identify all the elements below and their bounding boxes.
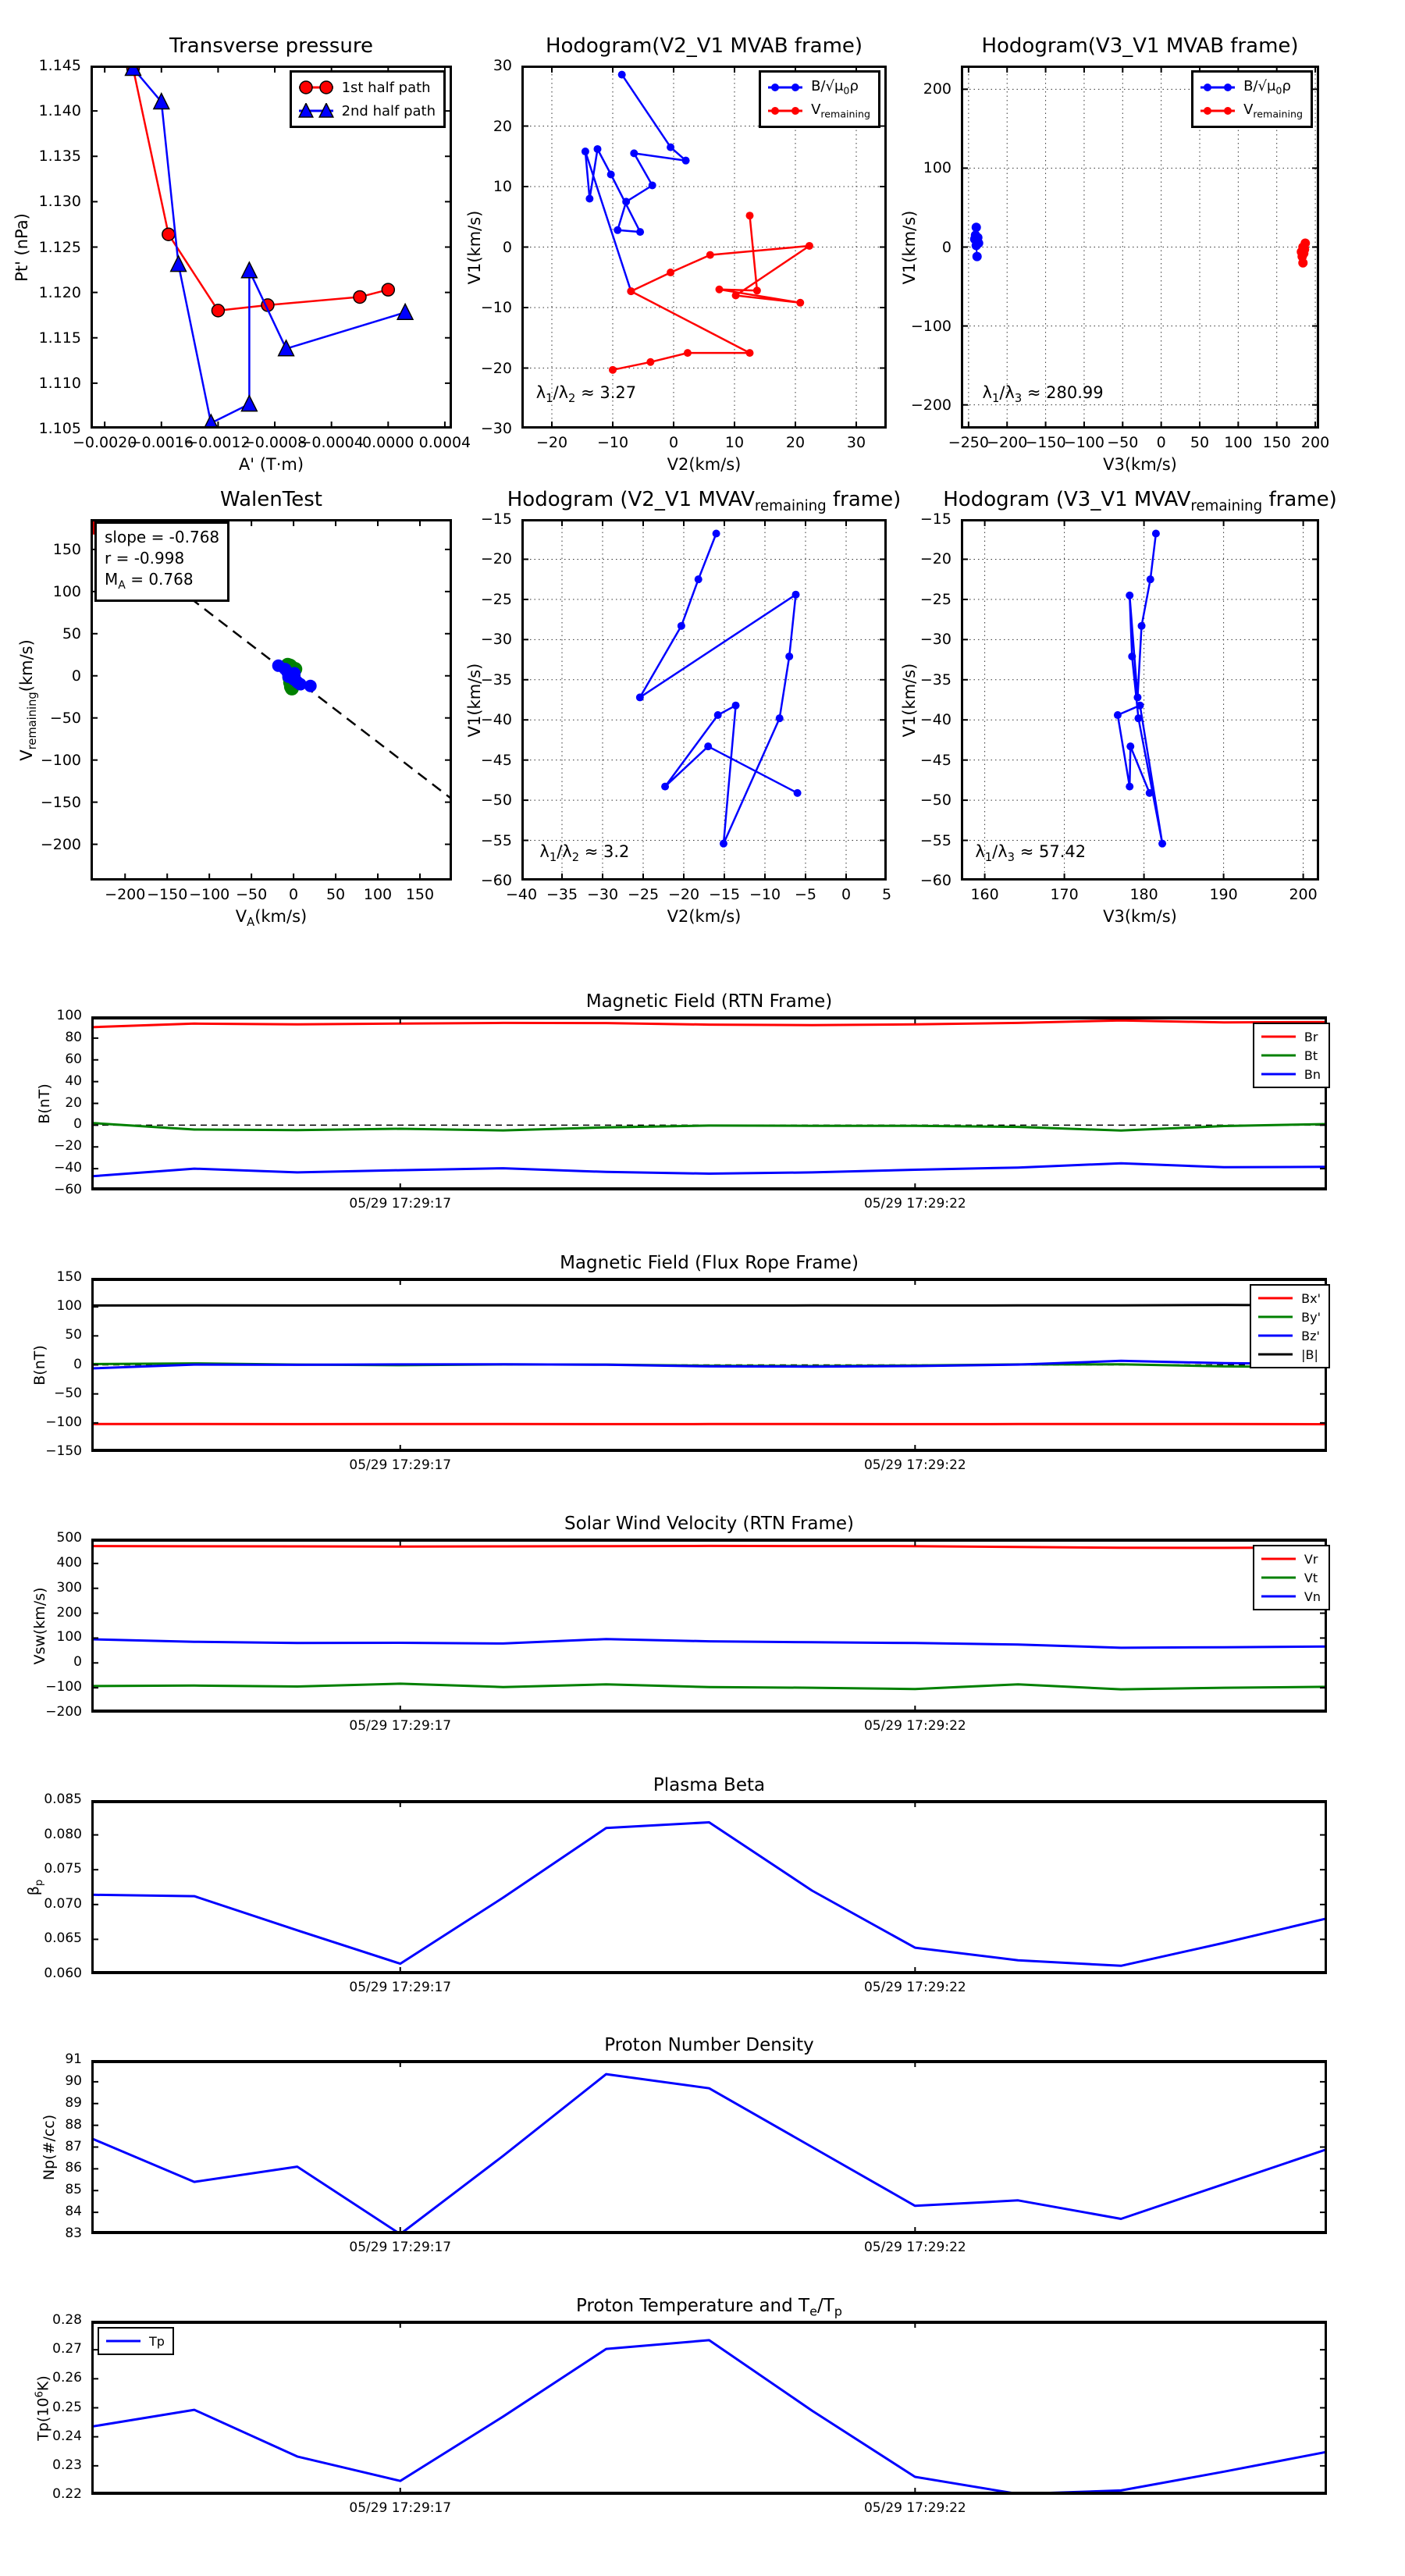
x-tick-label: 0.0004 bbox=[418, 434, 471, 451]
x-tick-label: −15 bbox=[708, 886, 741, 903]
transverse-pressure-plot bbox=[12, 34, 471, 474]
y-tick-label: −20 bbox=[480, 550, 512, 568]
y-tick-label: 0 bbox=[502, 238, 512, 256]
x-tick-label: −0.0012 bbox=[186, 434, 251, 451]
legend-label: Br bbox=[1304, 1029, 1318, 1044]
y-tick-label: 0.23 bbox=[52, 2457, 82, 2473]
legend-item bbox=[1198, 76, 1303, 99]
x-tick-label: −200 bbox=[105, 886, 146, 903]
y-tick-label: −60 bbox=[919, 872, 951, 889]
y-tick-label: −150 bbox=[45, 1443, 82, 1459]
legend-label: Bx' bbox=[1301, 1290, 1321, 1306]
x-tick-label: 0.0000 bbox=[362, 434, 414, 451]
y-tick-label: −35 bbox=[919, 671, 951, 688]
y-tick-label: −60 bbox=[54, 1182, 82, 1197]
magnetic-field-flux-rope-legend bbox=[1250, 1284, 1330, 1368]
y-tick-label: −25 bbox=[480, 590, 512, 608]
magnetic-field-rtn-legend bbox=[1253, 1023, 1330, 1088]
legend-item bbox=[1259, 1568, 1321, 1587]
legend-label: $B/√\mu_0\rho$ bbox=[811, 78, 859, 97]
proton-number-density-series-Np bbox=[91, 2074, 1327, 2234]
y-tick-label: −100 bbox=[45, 1414, 82, 1430]
hodogram-v2v1-mvab-legend bbox=[759, 70, 880, 128]
hodogram-v2v1-mvab-annotation: $\lambda_1/\lambda_2 \approx 3.27$ bbox=[535, 382, 637, 405]
legend-label: Vn bbox=[1304, 1589, 1321, 1604]
x-tick-label: −150 bbox=[147, 886, 188, 903]
x-tick-label: −200 bbox=[987, 434, 1028, 451]
y-tick-label: −40 bbox=[54, 1160, 82, 1176]
x-tick-label: 0 bbox=[289, 886, 299, 903]
legend-sample bbox=[1198, 103, 1237, 119]
y-tick-label: 0.060 bbox=[44, 1966, 82, 1981]
y-tick-label: 0.080 bbox=[44, 1826, 82, 1842]
hodogram-v2v1-mvab-series-v-hodogram bbox=[613, 215, 809, 370]
proton-temperature-ylabel: $Tp(10^6K)$ bbox=[34, 2375, 52, 2441]
plasma-beta-ylabel: $\beta_p$ bbox=[25, 1879, 45, 1895]
legend-label: Bn bbox=[1304, 1066, 1321, 1082]
x-tick-label: −0.0020 bbox=[72, 434, 137, 451]
y-tick-label: 0.28 bbox=[52, 2312, 82, 2328]
hodogram-v2v1-mvav-plot bbox=[465, 488, 902, 926]
x-tick-label: 160 bbox=[970, 886, 999, 903]
y-tick-label: 150 bbox=[56, 1269, 82, 1285]
hodogram-v2v1-mvav-ylabel: V1(km/s) bbox=[465, 663, 484, 737]
y-tick-label: 1.125 bbox=[38, 238, 81, 256]
hodogram-v3v1-mvav-annotation: $\lambda_1/\lambda_3 \approx 57.42$ bbox=[975, 841, 1087, 865]
y-tick-label: −30 bbox=[480, 420, 512, 437]
y-tick-label: 85 bbox=[65, 2182, 82, 2198]
y-tick-label: 20 bbox=[493, 117, 512, 135]
legend-sample bbox=[1256, 1309, 1295, 1325]
y-tick-label: 83 bbox=[65, 2226, 82, 2241]
transverse-pressure-title: Transverse pressure bbox=[169, 34, 373, 58]
legend-sample bbox=[1259, 1589, 1298, 1604]
y-tick-label: −15 bbox=[919, 511, 951, 528]
proton-number-density-ylabel: Np(#/cc) bbox=[41, 2114, 58, 2180]
y-tick-label: 100 bbox=[56, 1298, 82, 1315]
hodogram-v2v1-mvab-xlabel: V2(km/s) bbox=[667, 455, 742, 474]
legend-item bbox=[1259, 1027, 1321, 1046]
x-tick-label: 100 bbox=[363, 886, 393, 903]
legend-label: Vr bbox=[1304, 1551, 1318, 1567]
y-tick-label: −15 bbox=[480, 511, 512, 528]
hodogram-v2v1-mvab-ylabel: V1(km/s) bbox=[465, 210, 484, 284]
solar-wind-velocity-canvas bbox=[91, 1539, 1327, 1713]
y-tick-label: 0 bbox=[73, 1356, 82, 1372]
hodogram-v2v1-mvab-title: Hodogram(V2_V1 MVAB frame) bbox=[545, 34, 863, 58]
x-tick-label: −5 bbox=[794, 886, 816, 903]
hodogram-v2v1-mvav-annotation: $\lambda_1/\lambda_2 \approx 3.2$ bbox=[539, 841, 630, 865]
y-tick-label: −40 bbox=[919, 711, 951, 729]
y-tick-label: 1.130 bbox=[38, 193, 81, 211]
legend-sample bbox=[297, 103, 336, 119]
legend-item bbox=[1256, 1308, 1321, 1326]
x-tick-label: 05/29 17:29:22 bbox=[863, 2500, 966, 2516]
y-tick-label: 90 bbox=[65, 2073, 82, 2089]
hodogram-v3v1-mvab-title: Hodogram(V3_V1 MVAB frame) bbox=[981, 34, 1299, 58]
solar-wind-velocity-series-Vn bbox=[91, 1639, 1327, 1648]
x-tick-label: 05/29 17:29:22 bbox=[863, 1457, 966, 1473]
magnetic-field-flux-rope-title: Magnetic Field (Flux Rope Frame) bbox=[560, 1253, 859, 1273]
legend-item bbox=[766, 76, 870, 99]
x-tick-label: −30 bbox=[586, 886, 619, 903]
y-tick-label: −45 bbox=[919, 751, 951, 769]
y-tick-label: 60 bbox=[65, 1051, 82, 1067]
proton-temperature-plot bbox=[34, 2296, 1327, 2516]
legend-label: $B/√\mu_0\rho$ bbox=[1243, 78, 1291, 97]
y-tick-label: −20 bbox=[480, 359, 512, 377]
legend-sample bbox=[1259, 1066, 1298, 1082]
y-tick-label: 400 bbox=[56, 1554, 82, 1571]
y-tick-label: 0.25 bbox=[52, 2399, 82, 2415]
transverse-pressure-xlabel: A' (T·m) bbox=[238, 455, 304, 474]
x-tick-label: −10 bbox=[596, 434, 629, 451]
x-tick-label: 0 bbox=[668, 434, 679, 451]
y-tick-label: 20 bbox=[65, 1094, 82, 1111]
magnetic-field-flux-rope-canvas bbox=[91, 1278, 1327, 1452]
legend-label: 1st half path bbox=[341, 79, 431, 96]
x-tick-label: 05/29 17:29:17 bbox=[349, 2240, 452, 2255]
y-tick-label: −150 bbox=[40, 793, 81, 811]
y-tick-label: −60 bbox=[480, 872, 512, 889]
legend-item bbox=[1198, 99, 1303, 123]
y-tick-label: −30 bbox=[480, 631, 512, 649]
x-tick-label: 190 bbox=[1209, 886, 1238, 903]
solar-wind-velocity-legend bbox=[1253, 1545, 1330, 1610]
y-tick-label: −40 bbox=[480, 711, 512, 729]
solar-wind-velocity-series-Vr bbox=[91, 1546, 1327, 1548]
x-tick-label: 150 bbox=[1262, 434, 1291, 451]
walen-test-xlabel: $V_A(km/s)$ bbox=[235, 907, 308, 930]
y-tick-label: 30 bbox=[493, 57, 512, 74]
plasma-beta-title: Plasma Beta bbox=[653, 1775, 766, 1795]
x-tick-label: 180 bbox=[1129, 886, 1158, 903]
hodogram-v3v1-mvav-series-v-hodogram bbox=[1118, 534, 1162, 844]
x-tick-label: 200 bbox=[1300, 434, 1330, 451]
walen-test-title: WalenTest bbox=[220, 488, 322, 511]
magnetic-field-rtn-series-Bt bbox=[91, 1123, 1327, 1131]
y-tick-label: 0 bbox=[941, 238, 951, 256]
magnetic-field-rtn-plot bbox=[36, 991, 1327, 1212]
y-tick-label: 1.105 bbox=[38, 420, 81, 437]
stats-line: r = -0.998 bbox=[105, 549, 185, 568]
y-tick-label: −30 bbox=[919, 631, 951, 649]
x-tick-label: 05/29 17:29:22 bbox=[863, 1718, 966, 1734]
y-tick-label: 0 bbox=[73, 1116, 82, 1133]
x-tick-label: 05/29 17:29:17 bbox=[349, 1980, 452, 1995]
y-tick-label: −45 bbox=[480, 751, 512, 769]
legend-sample bbox=[297, 80, 336, 95]
solar-wind-velocity-plot bbox=[31, 1514, 1327, 1734]
legend-sample bbox=[1259, 1029, 1298, 1044]
y-tick-label: 200 bbox=[56, 1604, 82, 1621]
legend-item bbox=[297, 76, 436, 99]
y-tick-label: 0.22 bbox=[52, 2486, 82, 2502]
hodogram-v2v1-mvav-series-v-hodogram bbox=[640, 534, 798, 844]
x-tick-label: 05/29 17:29:17 bbox=[349, 1457, 452, 1473]
walen-test-stats-box bbox=[94, 521, 229, 602]
hodogram-v2v1-mvav-canvas bbox=[521, 519, 887, 881]
x-tick-label: 50 bbox=[325, 886, 346, 903]
x-tick-label: 100 bbox=[1224, 434, 1253, 451]
legend-sample bbox=[766, 103, 805, 119]
stats-line: $M_A = 0.768$ bbox=[105, 570, 194, 592]
x-tick-label: 50 bbox=[1190, 434, 1210, 451]
y-tick-label: 84 bbox=[65, 2204, 82, 2220]
legend-item bbox=[1256, 1345, 1321, 1364]
x-tick-label: −250 bbox=[948, 434, 989, 451]
magnetic-field-rtn-title: Magnetic Field (RTN Frame) bbox=[585, 991, 833, 1012]
y-tick-label: 50 bbox=[62, 624, 81, 642]
legend-label: $V_{remaining}$ bbox=[1243, 101, 1303, 120]
proton-temperature-series-Tp bbox=[91, 2340, 1327, 2494]
transverse-pressure-legend bbox=[290, 70, 446, 128]
y-tick-label: 86 bbox=[65, 2160, 82, 2176]
y-tick-label: −35 bbox=[480, 671, 512, 688]
legend-label: |B| bbox=[1301, 1347, 1318, 1362]
proton-number-density-canvas bbox=[91, 2060, 1327, 2234]
y-tick-label: 1.120 bbox=[38, 283, 81, 301]
legend-item bbox=[1256, 1289, 1321, 1308]
y-tick-label: −20 bbox=[54, 1138, 82, 1155]
walen-test-ylabel: $V_{remaining}(km/s)$ bbox=[16, 639, 40, 761]
solar-wind-velocity-title: Solar Wind Velocity (RTN Frame) bbox=[564, 1514, 855, 1534]
legend-label: Tp bbox=[149, 2333, 165, 2349]
hodogram-v3v1-mvab-annotation: $\lambda_1/\lambda_3 \approx 280.99$ bbox=[982, 382, 1104, 405]
y-tick-label: 100 bbox=[56, 1629, 82, 1646]
legend-label: $V_{remaining}$ bbox=[811, 101, 870, 120]
hodogram-v2v1-mvav-title: Hodogram (V2_V1 $MVAV_{remaining}$ frame) bbox=[507, 488, 902, 515]
y-tick-label: −200 bbox=[910, 396, 951, 414]
legend-sample bbox=[1259, 1551, 1298, 1567]
solar-wind-velocity-series-Vt bbox=[91, 1684, 1327, 1689]
plasma-beta-plot bbox=[25, 1775, 1327, 1995]
legend-item bbox=[297, 99, 436, 123]
hodogram-v3v1-mvav-canvas bbox=[961, 519, 1319, 881]
y-tick-label: −50 bbox=[480, 792, 512, 809]
y-tick-label: −20 bbox=[919, 550, 951, 568]
solar-wind-velocity-ylabel: Vsw(km/s) bbox=[31, 1586, 48, 1665]
y-tick-label: −25 bbox=[919, 590, 951, 608]
x-tick-label: −20 bbox=[535, 434, 568, 451]
y-tick-label: −200 bbox=[40, 835, 81, 853]
hodogram-v2v1-mvav-xlabel: V2(km/s) bbox=[667, 907, 742, 926]
plasma-beta-series-beta-p bbox=[91, 1823, 1327, 1966]
x-tick-label: −150 bbox=[1025, 434, 1066, 451]
y-tick-label: 200 bbox=[923, 80, 951, 98]
legend-label: Bt bbox=[1304, 1048, 1318, 1063]
legend-sample bbox=[1259, 1048, 1298, 1063]
legend-sample bbox=[1256, 1347, 1295, 1362]
y-tick-label: 0.26 bbox=[52, 2370, 82, 2386]
plasma-beta-canvas bbox=[91, 1800, 1327, 1974]
walen-test-plot bbox=[16, 488, 452, 930]
hodogram-v2v1-mvab-series-b-hodogram bbox=[585, 75, 686, 292]
y-tick-label: 150 bbox=[52, 540, 81, 558]
x-tick-label: −50 bbox=[1107, 434, 1139, 451]
x-tick-label: −100 bbox=[1063, 434, 1105, 451]
legend-label: By' bbox=[1301, 1309, 1321, 1325]
y-tick-label: 100 bbox=[923, 159, 951, 177]
x-tick-label: −10 bbox=[749, 886, 781, 903]
y-tick-label: 91 bbox=[65, 2051, 82, 2067]
y-tick-label: 0.070 bbox=[44, 1895, 82, 1912]
x-tick-label: 5 bbox=[881, 886, 892, 903]
y-tick-label: −55 bbox=[480, 831, 512, 849]
hodogram-v3v1-mvav-xlabel: V3(km/s) bbox=[1103, 907, 1177, 926]
magnetic-field-rtn-canvas bbox=[91, 1016, 1327, 1190]
legend-label: Bz' bbox=[1301, 1328, 1320, 1343]
y-tick-label: 0.075 bbox=[44, 1861, 82, 1877]
y-tick-label: 1.145 bbox=[38, 57, 81, 74]
magnetic-field-rtn-series-Bn bbox=[91, 1163, 1327, 1176]
y-tick-label: 1.110 bbox=[38, 374, 81, 392]
hodogram-v3v1-mvav-plot bbox=[900, 488, 1337, 926]
y-tick-label: 0 bbox=[73, 1654, 82, 1670]
magnetic-field-rtn-series-Br bbox=[91, 1020, 1327, 1027]
proton-temperature-canvas bbox=[91, 2321, 1327, 2495]
magnetic-field-flux-rope-series-Bmag bbox=[91, 1305, 1327, 1306]
hodogram-v3v1-mvav-ylabel: V1(km/s) bbox=[900, 663, 919, 737]
x-tick-label: 0 bbox=[841, 886, 852, 903]
y-tick-label: 0.27 bbox=[52, 2341, 82, 2357]
x-tick-label: −0.0008 bbox=[242, 434, 308, 451]
legend-sample bbox=[766, 80, 805, 95]
y-tick-label: 1.135 bbox=[38, 148, 81, 165]
x-tick-label: 200 bbox=[1289, 886, 1318, 903]
legend-sample bbox=[1256, 1328, 1295, 1343]
x-tick-label: −100 bbox=[189, 886, 230, 903]
legend-label: Vt bbox=[1304, 1570, 1318, 1585]
legend-sample bbox=[1256, 1290, 1295, 1306]
legend-sample bbox=[1259, 1570, 1298, 1585]
y-tick-label: −200 bbox=[45, 1704, 82, 1720]
legend-sample bbox=[104, 2333, 143, 2349]
proton-number-density-title: Proton Number Density bbox=[604, 2035, 814, 2055]
y-tick-label: 80 bbox=[65, 1029, 82, 1045]
x-tick-label: −0.0004 bbox=[299, 434, 364, 451]
y-tick-label: −100 bbox=[45, 1679, 82, 1695]
legend-item bbox=[1256, 1326, 1321, 1345]
hodogram-v2v1-mvab-plot bbox=[465, 34, 887, 474]
y-tick-label: 87 bbox=[65, 2138, 82, 2154]
y-tick-label: 300 bbox=[56, 1579, 82, 1596]
y-tick-label: 100 bbox=[56, 1008, 82, 1023]
x-tick-label: −0.0016 bbox=[129, 434, 194, 451]
hodogram-v3v1-mvab-plot bbox=[900, 34, 1330, 474]
y-tick-label: 0.085 bbox=[44, 1791, 82, 1807]
y-tick-label: −50 bbox=[54, 1385, 82, 1401]
x-tick-label: −20 bbox=[667, 886, 700, 903]
x-tick-label: 0 bbox=[1156, 434, 1166, 451]
legend-sample bbox=[1198, 80, 1237, 95]
y-tick-label: −100 bbox=[40, 751, 81, 769]
legend-item bbox=[104, 2332, 165, 2350]
magnetic-field-flux-rope-plot bbox=[31, 1253, 1327, 1473]
legend-item bbox=[1259, 1587, 1321, 1606]
y-tick-label: 0.065 bbox=[44, 1930, 82, 1947]
hodogram-v3v1-mvab-legend bbox=[1191, 70, 1313, 128]
y-tick-label: 89 bbox=[65, 2094, 82, 2111]
y-tick-label: −10 bbox=[480, 299, 512, 316]
y-tick-label: 0.24 bbox=[52, 2428, 82, 2444]
x-tick-label: 05/29 17:29:22 bbox=[863, 1980, 966, 1995]
x-tick-label: 150 bbox=[405, 886, 435, 903]
y-tick-label: −100 bbox=[910, 317, 951, 335]
y-tick-label: 10 bbox=[493, 178, 512, 195]
proton-temperature-legend bbox=[98, 2327, 174, 2355]
x-tick-label: 05/29 17:29:17 bbox=[349, 1718, 452, 1734]
y-tick-label: 0 bbox=[71, 667, 81, 685]
x-tick-label: −25 bbox=[627, 886, 660, 903]
x-tick-label: 05/29 17:29:17 bbox=[349, 2500, 452, 2516]
proton-temperature-title: Proton Temperature and $T_e/T_p$ bbox=[575, 2296, 843, 2319]
legend-item bbox=[1259, 1550, 1321, 1568]
x-tick-label: −35 bbox=[546, 886, 578, 903]
x-tick-label: 05/29 17:29:22 bbox=[863, 2240, 966, 2255]
y-tick-label: 1.140 bbox=[38, 102, 81, 120]
y-tick-label: −55 bbox=[919, 831, 951, 849]
y-tick-label: −50 bbox=[49, 709, 81, 727]
x-tick-label: 10 bbox=[724, 434, 745, 451]
y-tick-label: 500 bbox=[56, 1530, 82, 1546]
hodogram-v3v1-mvav-title: Hodogram (V3_V1 $MVAV_{remaining}$ frame) bbox=[943, 488, 1337, 515]
x-tick-label: −50 bbox=[236, 886, 268, 903]
magnetic-field-rtn-ylabel: B(nT) bbox=[36, 1083, 53, 1124]
transverse-pressure-ylabel: Pt' (nPa) bbox=[12, 212, 31, 282]
hodogram-v3v1-mvab-ylabel: V1(km/s) bbox=[900, 210, 919, 284]
y-tick-label: 50 bbox=[65, 1327, 82, 1343]
legend-label: 2nd half path bbox=[341, 102, 436, 119]
x-tick-label: −40 bbox=[505, 886, 538, 903]
y-tick-label: 100 bbox=[52, 582, 81, 600]
stats-line: slope = -0.768 bbox=[105, 528, 220, 546]
x-tick-label: 05/29 17:29:17 bbox=[349, 1196, 452, 1212]
x-tick-label: 30 bbox=[846, 434, 866, 451]
legend-item bbox=[1259, 1046, 1321, 1065]
proton-number-density-plot bbox=[41, 2035, 1327, 2255]
hodogram-v3v1-mvab-xlabel: V3(km/s) bbox=[1103, 455, 1177, 474]
y-tick-label: −50 bbox=[919, 792, 951, 809]
y-tick-label: 1.115 bbox=[38, 329, 81, 347]
x-tick-label: 20 bbox=[785, 434, 806, 451]
y-tick-label: 40 bbox=[65, 1073, 82, 1089]
legend-item bbox=[1259, 1065, 1321, 1083]
y-tick-label: 88 bbox=[65, 2116, 82, 2133]
magnetic-field-flux-rope-ylabel: B(nT) bbox=[31, 1344, 48, 1386]
x-tick-label: 170 bbox=[1050, 886, 1079, 903]
x-tick-label: 05/29 17:29:22 bbox=[863, 1196, 966, 1212]
legend-item bbox=[766, 99, 870, 123]
